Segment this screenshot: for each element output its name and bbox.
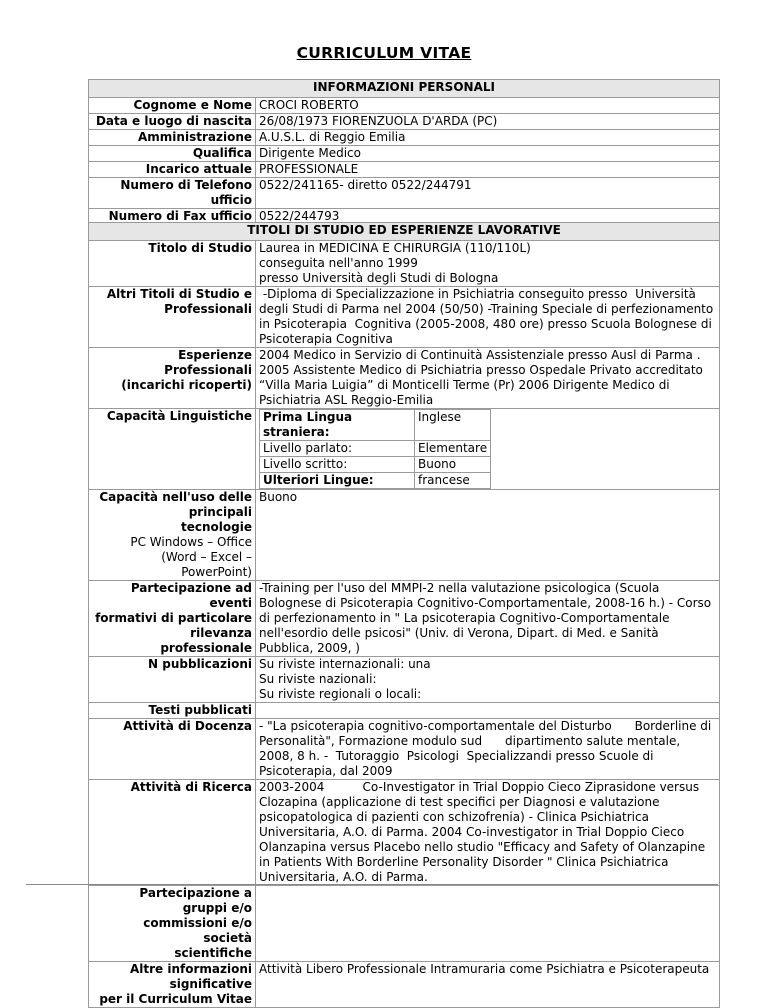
row-value <box>256 703 720 719</box>
page-title: CURRICULUM VITAE <box>296 44 472 62</box>
table-row <box>89 409 720 490</box>
row-value: PROFESSIONALE <box>256 162 720 178</box>
language-value: Inglese <box>415 410 491 441</box>
row-label: Numero di Telefono ufficio <box>89 178 256 209</box>
label-line: (incarichi ricoperti) <box>121 378 252 392</box>
row-label <box>89 348 256 409</box>
value-line: Su riviste regionali o locali: <box>259 687 422 701</box>
table-row <box>89 130 720 146</box>
table-row <box>89 98 720 114</box>
personal-info-table <box>88 79 720 225</box>
table-row <box>89 657 720 703</box>
row-label: Testi pubblicati <box>89 703 256 719</box>
table-row <box>89 581 720 657</box>
label-line: formativi di particolare rilevanza <box>95 611 252 640</box>
language-label: Prima Lingua straniera: <box>260 410 415 441</box>
section-header: INFORMAZIONI PERSONALI <box>89 80 720 98</box>
language-label: Livello scritto: <box>260 457 415 473</box>
row-value: A.U.S.L. di Reggio Emilia <box>256 130 720 146</box>
table-row <box>89 348 720 409</box>
row-value <box>256 409 720 490</box>
row-value: 0522/244793 <box>256 209 720 225</box>
table-row <box>89 162 720 178</box>
row-label: Incarico attuale <box>89 162 256 178</box>
label-line: commissioni e/o società <box>143 916 252 945</box>
language-value: francese <box>415 473 491 489</box>
table-row <box>89 886 720 962</box>
label-line: Altre informazioni significative <box>129 962 252 991</box>
table-row <box>89 703 720 719</box>
row-label <box>89 886 256 962</box>
label-line: professionale <box>160 641 252 655</box>
label-line: Altri Titoli di Studio e <box>106 287 252 301</box>
row-label <box>89 490 256 581</box>
footer-divider <box>26 884 718 885</box>
row-label: N pubblicazioni <box>89 657 256 703</box>
row-value <box>256 886 720 962</box>
row-label: Attività di Ricerca <box>89 780 256 886</box>
table-row <box>89 146 720 162</box>
languages-table <box>259 409 491 489</box>
table-row <box>89 178 720 209</box>
table-row <box>89 241 720 287</box>
row-label: Data e luogo di nascita <box>89 114 256 130</box>
row-label: Amministrazione <box>89 130 256 146</box>
value-line: Su riviste internazionali: una <box>259 657 431 671</box>
value-line: presso Università degli Studi di Bologna <box>259 271 499 285</box>
row-label: Capacità Linguistiche <box>89 409 256 490</box>
table-row <box>89 719 720 780</box>
row-value <box>256 657 720 703</box>
row-label <box>89 962 256 1008</box>
row-value: Buono <box>256 490 720 581</box>
label-line: tecnologie <box>181 520 252 534</box>
language-value: Elementare <box>415 441 491 457</box>
row-value <box>256 241 720 287</box>
label-line: Partecipazione a gruppi e/o <box>139 886 252 915</box>
row-label: Attività di Docenza <box>89 719 256 780</box>
row-value: 2003-2004 Co-Investigator in Trial Doppio Cieco Ziprasidone versus Clozapina (applicazione di test specifici per Diagnosi e valutazione psicopatologica di pazienti con schizofrenia) - Clinica Psichiatrica Universitaria, A.O. di Parma. 2004 Co-investigator in Trial Doppio Cieco Olanzapina versus Placebo nello studio "Efficacy and Safety of Olanzapine in Patients With Borderline Personality Disorder " Clinica Psichiatrica Universitaria, A.O. di Parma. <box>256 780 720 886</box>
label-line: per il Curriculum Vitae <box>99 992 252 1006</box>
studies-table <box>88 222 720 1008</box>
label-line: Partecipazione ad eventi <box>130 581 252 610</box>
table-row <box>89 287 720 348</box>
label-line: scientifiche <box>174 946 252 960</box>
value-line: conseguita nell'anno 1999 <box>259 256 418 270</box>
row-label: Numero di Fax ufficio <box>89 209 256 225</box>
label-line: Professionali <box>164 302 252 316</box>
row-label: Cognome e Nome <box>89 98 256 114</box>
row-value: 0522/241165- diretto 0522/244791 <box>256 178 720 209</box>
label-line: Capacità nell'uso delle principali <box>99 490 252 519</box>
value-line: Su riviste nazionali: <box>259 672 377 686</box>
value-line: Laurea in MEDICINA E CHIRURGIA (110/110L) <box>259 241 531 255</box>
language-value: Buono <box>415 457 491 473</box>
language-label: Ulteriori Lingue: <box>260 473 415 489</box>
row-value: CROCI ROBERTO <box>256 98 720 114</box>
row-label <box>89 581 256 657</box>
language-label: Livello parlato: <box>260 441 415 457</box>
label-sub-line: PC Windows – Office <box>130 535 252 549</box>
label-sub-line: (Word – Excel – PowerPoint) <box>161 550 252 579</box>
row-value: 26/08/1973 FIORENZUOLA D'ARDA (PC) <box>256 114 720 130</box>
section-header: TITOLI DI STUDIO ED ESPERIENZE LAVORATIVE <box>89 223 720 241</box>
row-value: -Diploma di Specializzazione in Psichiatria conseguito presso Università degli Studi di Parma nel 2004 (50/50) -Training Speciale di perfezionamento in Psicoterapia Cognitiva (2005-2008, 480 ore) presso Scuola Bolognese di Psicoterapia Cognitiva <box>256 287 720 348</box>
row-label: Titolo di Studio <box>89 241 256 287</box>
row-value: -Training per l'uso del MMPI-2 nella valutazione psicologica (Scuola Bolognese di Psicoterapia Cognitivo-Comportamentale, 2008-16 h.) - Corso di perfezionamento in " La psicoterapia Cognitivo-Comportamentale nell'esordio delle psicosi" (Univ. di Verona, Dipart. di Med. e Sanità Pubblica, 2009, ) <box>256 581 720 657</box>
row-label: Qualifica <box>89 146 256 162</box>
row-value: 2004 Medico in Servizio di Continuità Assistenziale presso Ausl di Parma . 2005 Assistente Medico di Psichiatria presso Ospedale Privato accreditato “Villa Maria Luigia” di Monticelli Terme (Pr) 2006 Dirigente Medico di Psichiatria ASL Reggio-Emilia <box>256 348 720 409</box>
table-row <box>89 114 720 130</box>
table-row <box>89 780 720 886</box>
row-label <box>89 287 256 348</box>
table-row <box>89 962 720 1008</box>
label-line: Esperienze Professionali <box>164 348 252 377</box>
table-row <box>89 490 720 581</box>
row-value: Attività Libero Professionale Intramuraria come Psichiatra e Psicoterapeuta <box>256 962 720 1008</box>
row-value: - "La psicoterapia cognitivo-comportamentale del Disturbo Borderline di Personalità", Formazione modulo sud dipartimento salute mentale, 2008, 8 h. - Tutoraggio Psicologi Specializzandi presso Scuole di Psicoterapia, dal 2009 <box>256 719 720 780</box>
row-value: Dirigente Medico <box>256 146 720 162</box>
